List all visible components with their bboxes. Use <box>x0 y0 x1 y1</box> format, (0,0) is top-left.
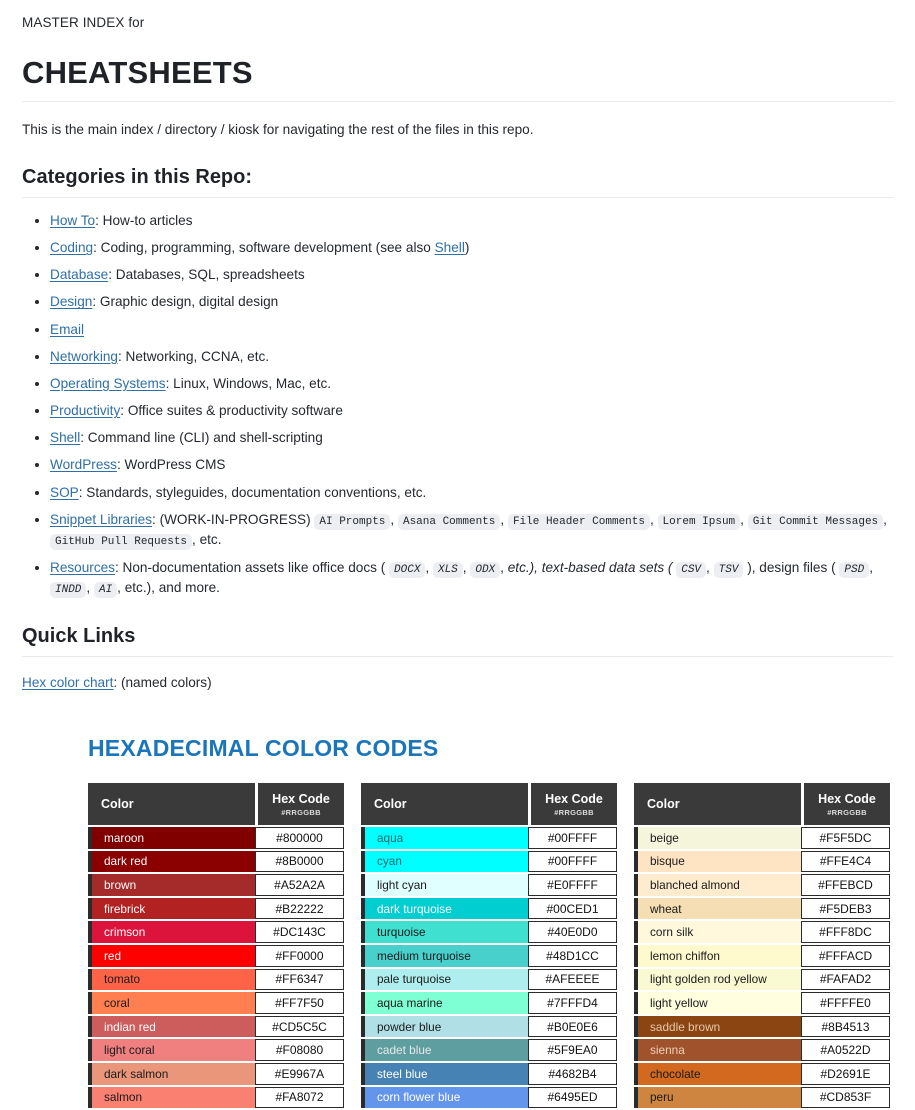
category-link-resources[interactable]: Resources <box>50 559 115 575</box>
hex-code-cell: #E9967A <box>255 1063 344 1085</box>
color-swatch-cell: light yellow <box>634 992 801 1014</box>
list-item <box>50 347 893 368</box>
masthead: MASTER INDEX for <box>22 15 145 30</box>
hex-code-cell: #FF7F50 <box>255 992 344 1014</box>
table-row <box>361 898 617 920</box>
hex-code-cell: #CD5C5C <box>255 1016 344 1038</box>
category-desc: : Coding, programming, software development (see also <box>93 240 435 256</box>
hex-code-cell: #F5F5DC <box>801 827 890 849</box>
color-swatch-cell: bisque <box>634 851 801 873</box>
table-row <box>88 1016 344 1038</box>
table-row <box>361 1016 617 1038</box>
hex-code-cell: #A52A2A <box>255 874 344 896</box>
color-swatch-cell: dark salmon <box>88 1063 255 1085</box>
color-table-column-1 <box>88 781 344 1110</box>
hex-code-cell: #5F9EA0 <box>528 1039 617 1061</box>
hex-code-cell: #FFF8DC <box>801 921 890 943</box>
table-row <box>634 1016 890 1038</box>
table-row <box>634 874 890 896</box>
color-swatch-cell: lemon chiffon <box>634 945 801 967</box>
category-desc: : How-to articles <box>95 212 193 228</box>
color-swatch-cell: wheat <box>634 898 801 920</box>
color-swatch-cell: maroon <box>88 827 255 849</box>
quick-links-heading: Quick Links <box>22 625 893 657</box>
color-swatch-cell: coral <box>88 992 255 1014</box>
hex-code-cell: #8B4513 <box>801 1016 890 1038</box>
color-swatch-cell: crimson <box>88 921 255 943</box>
hex-code-cell: #00CED1 <box>528 898 617 920</box>
color-swatch-cell: dark turquoise <box>361 898 528 920</box>
color-swatch-cell: blanched almond <box>634 874 801 896</box>
hex-code-cell: #4682B4 <box>528 1063 617 1085</box>
category-link-how-to[interactable]: How To <box>50 212 96 228</box>
category-desc: : Command line (CLI) and shell-scripting <box>80 430 323 446</box>
table-row <box>88 921 344 943</box>
table-row <box>88 827 344 849</box>
color-swatch-cell: corn flower blue <box>361 1087 528 1109</box>
code-github-pull-requests: GitHub Pull Requests <box>50 534 192 550</box>
header-hex-code: Hex Code #RRGGBB <box>801 783 890 825</box>
snippet-prefix: : (WORK-IN-PROGRESS) <box>152 511 315 527</box>
color-swatch-cell: corn silk <box>634 921 801 943</box>
category-link-productivity[interactable]: Productivity <box>50 403 121 419</box>
hex-code-cell: #B0E0E6 <box>528 1016 617 1038</box>
table-row <box>361 921 617 943</box>
category-desc: : Linux, Windows, Mac, etc. <box>165 375 332 391</box>
table-row <box>634 945 890 967</box>
table-row <box>88 898 344 920</box>
quick-links-desc: : (named colors) <box>113 675 212 691</box>
color-swatch-cell: dark red <box>88 851 255 873</box>
hex-code-cell: #AFEEEE <box>528 969 617 991</box>
color-swatch-cell: medium turquoise <box>361 945 528 967</box>
table-header-row <box>634 783 890 825</box>
table-header-row <box>361 783 617 825</box>
hex-code-cell: #8B0000 <box>255 851 344 873</box>
list-item <box>50 292 893 313</box>
category-link-database[interactable]: Database <box>50 267 109 283</box>
category-link-networking[interactable]: Networking <box>50 348 118 364</box>
color-swatch-cell: indian red <box>88 1016 255 1038</box>
hex-code-cell: #CD853F <box>801 1087 890 1109</box>
color-swatch-cell: light golden rod yellow <box>634 969 801 991</box>
color-swatch-cell: peru <box>634 1087 801 1109</box>
table-row <box>88 1063 344 1085</box>
chart-columns <box>88 781 893 1110</box>
category-link-operating-systems[interactable]: Operating Systems <box>50 375 166 391</box>
list-item <box>50 428 893 449</box>
code-csv: CSV <box>676 562 706 578</box>
list-item <box>50 238 893 259</box>
list-item: • Snippet Libraries: (WORK-IN-PROGRESS) AI Prompts , Asana Comments , File Header Comments , Lorem Ipsum , Git Commit Messages , GitHub Pull Requests , etc. <box>50 510 893 551</box>
code-xls: XLS <box>433 562 463 578</box>
list-item <box>50 374 893 395</box>
color-swatch-cell: turquoise <box>361 921 528 943</box>
table-row <box>88 1087 344 1109</box>
hex-code-cell: #FFFACD <box>801 945 890 967</box>
header-hex-format: #RRGGBB <box>281 807 321 817</box>
code-asana-comments: Asana Comments <box>398 514 500 530</box>
hex-code-cell: #6495ED <box>528 1087 617 1109</box>
table-row <box>634 898 890 920</box>
table-row <box>634 1063 890 1085</box>
header-hex-code: Hex Code #RRGGBB <box>255 783 344 825</box>
code-docx: DOCX <box>389 562 425 578</box>
hex-code-cell: #A0522D <box>801 1039 890 1061</box>
category-desc-tail: ) <box>464 240 470 256</box>
hex-code-cell: #40E0D0 <box>528 921 617 943</box>
color-swatch-cell: salmon <box>88 1087 255 1109</box>
table-row <box>634 1039 890 1061</box>
resources-text-3: etc.), text-based data sets ( <box>507 559 677 575</box>
table-row <box>361 969 617 991</box>
resources-text-4: ), design files ( <box>743 559 840 575</box>
chart-title: HEXADECIMAL COLOR CODES <box>88 735 439 762</box>
hex-code-cell: #B22222 <box>255 898 344 920</box>
page-title: CHEATSHEETS <box>22 55 893 102</box>
resources-text-1: : Non-documentation assets like office docs ( <box>114 559 390 575</box>
categories-list <box>22 211 893 599</box>
hex-code-cell: #F5DEB3 <box>801 898 890 920</box>
color-swatch-cell: beige <box>634 827 801 849</box>
hex-code-cell: #00FFFF <box>528 827 617 849</box>
table-row <box>361 1087 617 1109</box>
header-color: Color <box>361 783 528 825</box>
table-row <box>361 1039 617 1061</box>
hex-code-cell: #7FFFD4 <box>528 992 617 1014</box>
hex-code-cell: #48D1CC <box>528 945 617 967</box>
code-lorem-ipsum: Lorem Ipsum <box>658 514 741 530</box>
color-swatch-cell: cyan <box>361 851 528 873</box>
color-swatch-cell: light coral <box>88 1039 255 1061</box>
color-table-column-2 <box>361 781 617 1110</box>
hex-code-cell: #FF0000 <box>255 945 344 967</box>
category-link-shell-inline[interactable]: Shell <box>434 240 465 256</box>
table-row <box>361 992 617 1014</box>
header-hex-format: #RRGGBB <box>827 807 867 817</box>
code-indd: INDD <box>50 582 86 598</box>
header-color: Color <box>634 783 801 825</box>
color-swatch-cell: brown <box>88 874 255 896</box>
color-swatch-cell: aqua marine <box>361 992 528 1014</box>
category-desc: : Networking, CCNA, etc. <box>118 348 270 364</box>
list-item <box>50 483 893 504</box>
color-swatch-cell: powder blue <box>361 1016 528 1038</box>
resources-text-5: , etc.), and more. <box>117 580 220 596</box>
code-ai-prompts: AI Prompts <box>314 514 390 530</box>
category-link-wordpress[interactable]: WordPress <box>50 457 117 473</box>
code-git-commit-messages: Git Commit Messages <box>748 514 883 530</box>
hex-code-cell: #FAFAD2 <box>801 969 890 991</box>
color-swatch-cell: firebrick <box>88 898 255 920</box>
table-row <box>634 969 890 991</box>
hex-code-cell: #F08080 <box>255 1039 344 1061</box>
hex-code-cell: #E0FFFF <box>528 874 617 896</box>
header-hex-format: #RRGGBB <box>554 807 594 817</box>
color-swatch-cell: cadet blue <box>361 1039 528 1061</box>
code-odx: ODX <box>470 562 500 578</box>
intro-paragraph: This is the main index / directory / kiosk for navigating the rest of the files in this repo. <box>22 121 534 137</box>
category-desc: : Databases, SQL, spreadsheets <box>108 267 305 283</box>
code-file-header-comments: File Header Comments <box>508 514 650 530</box>
table-row <box>634 921 890 943</box>
list-item <box>50 265 893 286</box>
hex-code-cell: #FFE4C4 <box>801 851 890 873</box>
categories-heading: Categories in this Repo: <box>22 166 893 198</box>
color-swatch-cell: steel blue <box>361 1063 528 1085</box>
table-row <box>634 1087 890 1109</box>
quick-links-paragraph <box>22 675 893 690</box>
table-row <box>634 992 890 1014</box>
table-row <box>361 874 617 896</box>
table-row <box>88 969 344 991</box>
header-hex-code: Hex Code #RRGGBB <box>528 783 617 825</box>
hex-code-cell: #FF6347 <box>255 969 344 991</box>
table-row <box>634 827 890 849</box>
hex-color-chart <box>22 735 893 1110</box>
code-tsv: TSV <box>714 562 744 578</box>
snippet-suffix: , etc. <box>192 532 222 548</box>
list-item <box>50 455 893 476</box>
table-row <box>88 1039 344 1061</box>
header-color: Color <box>88 783 255 825</box>
category-link-snippet-libraries[interactable]: Snippet Libraries <box>50 511 153 527</box>
code-psd: PSD <box>839 562 869 578</box>
color-swatch-cell: aqua <box>361 827 528 849</box>
category-link-coding[interactable]: Coding <box>50 240 94 256</box>
hex-code-cell: #DC143C <box>255 921 344 943</box>
hex-color-chart-link[interactable]: Hex color chart <box>22 675 114 691</box>
hex-code-cell: #FFEBCD <box>801 874 890 896</box>
table-row <box>88 851 344 873</box>
color-swatch-cell: light cyan <box>361 874 528 896</box>
color-swatch-cell: saddle brown <box>634 1016 801 1038</box>
color-swatch-cell: tomato <box>88 969 255 991</box>
category-link-design[interactable]: Design <box>50 294 93 310</box>
hex-code-cell: #800000 <box>255 827 344 849</box>
table-row <box>361 851 617 873</box>
list-item <box>50 401 893 422</box>
category-desc: : WordPress CMS <box>116 457 226 473</box>
category-link-sop[interactable]: SOP <box>50 484 79 500</box>
code-ai: AI <box>94 582 117 598</box>
category-desc: : Office suites & productivity software <box>120 403 343 419</box>
color-swatch-cell: sienna <box>634 1039 801 1061</box>
hex-code-cell: #FA8072 <box>255 1087 344 1109</box>
color-swatch-cell: chocolate <box>634 1063 801 1085</box>
list-item: • Resources: Non-documentation assets like office docs ( DOCX , XLS , ODX , etc.), text-based data sets ( CSV , TSV ), design files ( PSD , INDD , AI , etc.), and more. <box>50 558 893 599</box>
table-row <box>361 827 617 849</box>
hex-code-cell: #D2691E <box>801 1063 890 1085</box>
hex-code-cell: #00FFFF <box>528 851 617 873</box>
table-header-row <box>88 783 344 825</box>
table-row <box>361 945 617 967</box>
category-desc: : Graphic design, digital design <box>92 294 279 310</box>
list-item <box>50 211 893 232</box>
table-row <box>88 874 344 896</box>
list-item <box>50 320 893 341</box>
color-swatch-cell: red <box>88 945 255 967</box>
table-row <box>88 992 344 1014</box>
color-swatch-cell: pale turquoise <box>361 969 528 991</box>
category-link-email[interactable]: Email <box>50 321 84 337</box>
table-row <box>88 945 344 967</box>
table-row <box>634 851 890 873</box>
hex-code-cell: #FFFFE0 <box>801 992 890 1014</box>
category-link-shell[interactable]: Shell <box>50 430 81 446</box>
category-desc: : Standards, styleguides, documentation conventions, etc. <box>78 484 427 500</box>
table-row <box>361 1063 617 1085</box>
color-table-column-3 <box>634 781 890 1110</box>
